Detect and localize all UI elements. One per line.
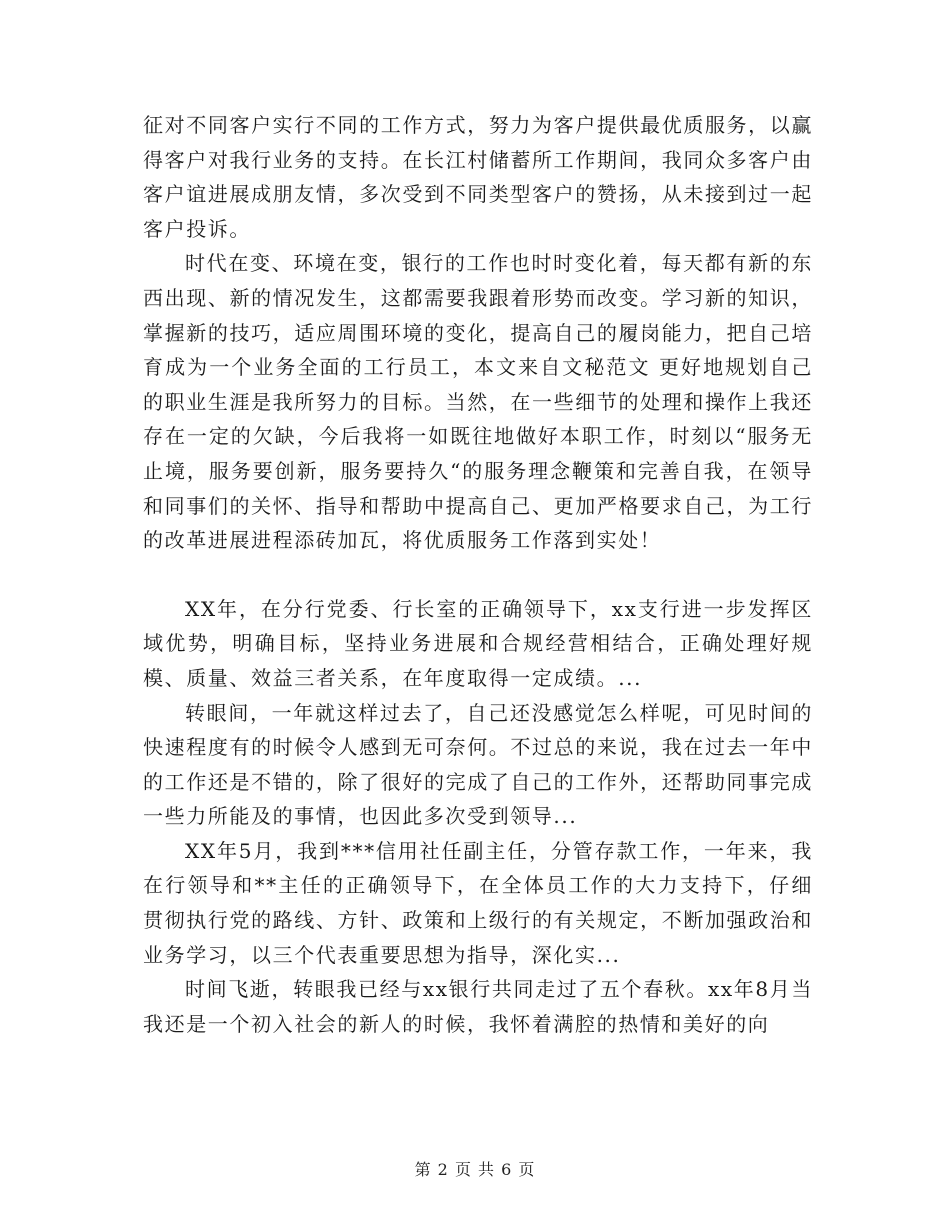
paragraph-gap — [143, 558, 813, 592]
paragraph-continuation: 征对不同客户实行不同的工作方式，努力为客户提供最优质服务，以赢得客户对我行业务的支持。在长江村储蓄所工作期间，我同众多客户由客户谊进展成朋友情，多次受到不同类型客户的赞扬，从未接到过一起客户投诉。 — [143, 113, 813, 241]
page-number-footer: 第 2 页 共 6 页 — [414, 1160, 536, 1179]
document-body — [143, 108, 813, 1041]
paragraph-year-passed: 转眼间，一年就这样过去了，自己还没感觉怎么样呢，可见时间的快速程度有的时候令人感到无可奈何。不过总的来说，我在过去一年中的工作还是不错的，除了很好的完成了自己的工作外，还帮助同事完成一些力所能及的事情，也因此多次受到领导... — [143, 700, 813, 829]
paragraph-branch-summary: XX年，在分行党委、行长室的正确领导下，xx支行进一步发挥区域优势，明确目标，坚持业务进展和合规经营相结合，正确处理好规模、质量、效益三者关系，在年度取得一定成绩。... — [143, 596, 813, 690]
paragraph-changing-times: 时代在变、环境在变，银行的工作也时时变化着，每天都有新的东西出现、新的情况发生，这都需要我跟着形势而改变。学习新的知识，掌握新的技巧，适应周围环境的变化，提高自己的履岗能力，把自己培育成为一个业务全面的工行员工，本文来自文秘范文 更好地规划自己的职业生涯是我所努力的目标。当然，在一些细节的处理和操作上我还存在一定的欠缺，今后我将一如既往地做好本职工作，时刻以“服务无止境，服务要创新，服务要持久“的服务理念鞭策和完善自我，在领导和同事们的关怀、指导和帮助中提高自己、更加严格要求自己，为工行的改革进展进程添砖加瓦，将优质服务工作落到实处！ — [143, 251, 813, 553]
paragraph-credit-union: XX年5月，我到***信用社任副主任，分管存款工作，一年来，我在行领导和**主任的正确领导下，在全体员工作的大力支持下，仔细贯彻执行党的路线、方针、政策和上级行的有关规定，不断加强政治和业务学习，以三个代表重要思想为指导，深化实... — [143, 838, 813, 967]
paragraph-five-years: 时间飞逝，转眼我已经与xx银行共同走过了五个春秋。xx年8月当我还是一个初入社会的新人的时候，我怀着满腔的热情和美好的向 — [143, 977, 813, 1036]
